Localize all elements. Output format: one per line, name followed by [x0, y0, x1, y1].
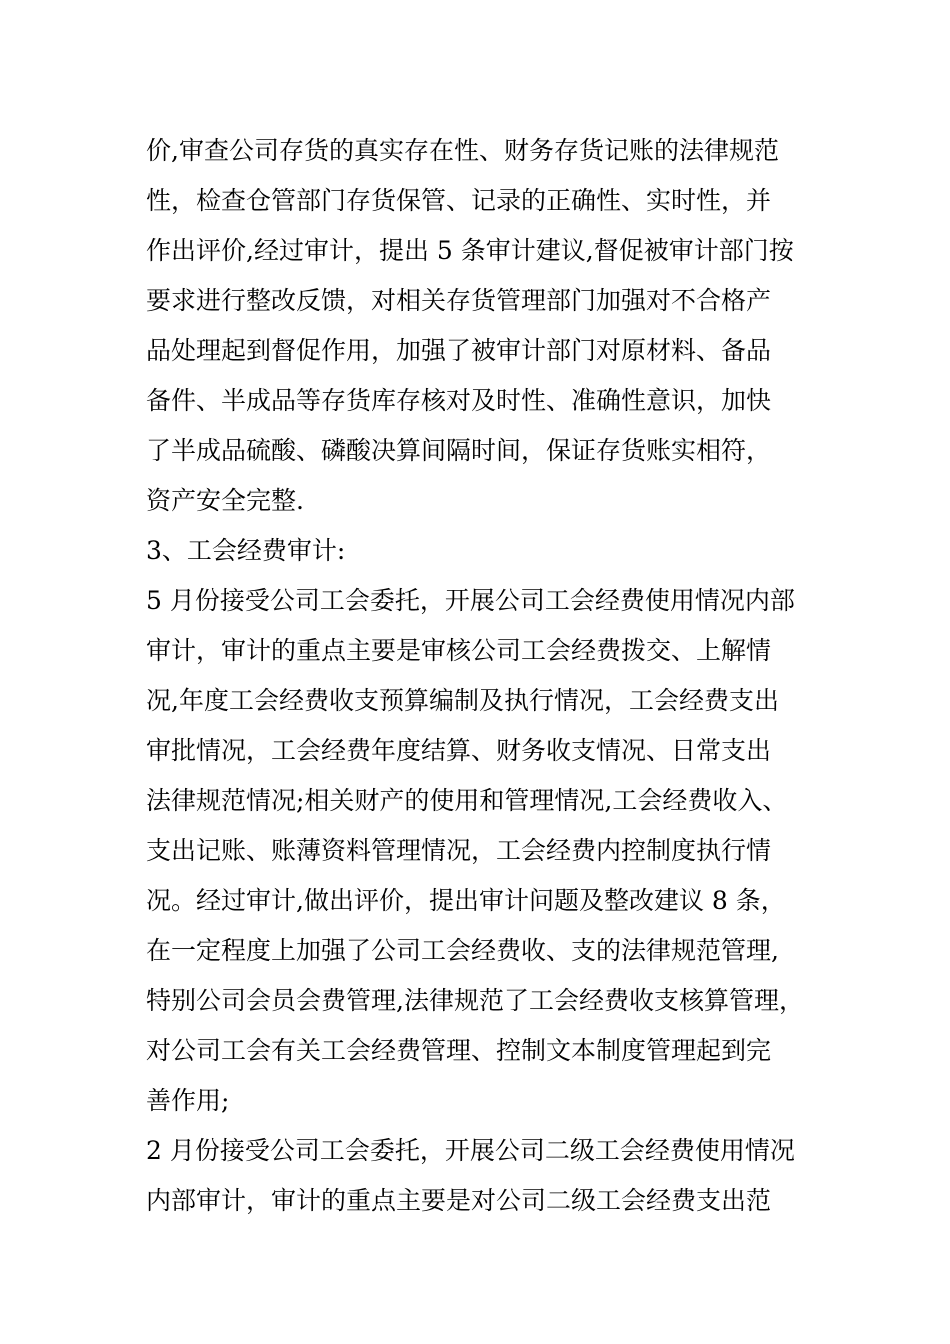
text-line: 特别公司会员会费管理,法律规范了工会经费收支核算管理，	[146, 986, 804, 1015]
text-line: 了半成品硫酸、磷酸决算间隔时间，保证存货账实相符，	[146, 436, 772, 465]
section-heading: 3、工会经费审计:	[146, 536, 346, 565]
text-line: 审批情况，工会经费年度结算、财务收支情况、日常支出	[146, 736, 772, 765]
text-line: 况,年度工会经费收支预算编制及执行情况，工会经费支出	[146, 686, 779, 715]
text-line: 备件、半成品等存货库存核对及时性、准确性意识，加快	[146, 386, 772, 415]
text-line: 善作用;	[146, 1086, 230, 1115]
text-line: 内部审计，审计的重点主要是对公司二级工会经费支出范	[146, 1186, 772, 1215]
text-line: 价,审查公司存货的真实存在性、财务存货记账的法律规范	[146, 136, 779, 165]
text-line: 支出记账、账薄资料管理情况，工会经费内控制度执行情	[146, 836, 772, 865]
text-line: 品处理起到督促作用，加强了被审计部门对原材料、备品	[146, 336, 772, 365]
text-line: 在一定程度上加强了公司工会经费收、支的法律规范管理,	[146, 936, 779, 965]
body-text	[146, 126, 810, 1226]
text-line: 审计，审计的重点主要是审核公司工会经费拨交、上解情	[146, 636, 772, 665]
text-line: 要求进行整改反馈，对相关存货管理部门加强对不合格产	[146, 286, 772, 315]
text-line: 法律规范情况;相关财产的使用和管理情况,工会经费收入、	[146, 786, 788, 815]
text-line: 5 月份接受公司工会委托，开展公司工会经费使用情况内部	[146, 586, 795, 615]
text-line: 资产安全完整.	[146, 486, 304, 515]
text-line: 况。经过审计,做出评价，提出审计问题及整改建议 8 条，	[146, 886, 786, 915]
text-line: 作出评价,经过审计，提出 5 条审计建议,督促被审计部门按	[146, 236, 794, 265]
text-line: 对公司工会有关工会经费管理、控制文本制度管理起到完	[146, 1036, 772, 1065]
text-line: 性，检查仓管部门存货保管、记录的正确性、实时性，并	[146, 186, 772, 215]
text-line: 2 月份接受公司工会委托，开展公司二级工会经费使用情况	[146, 1136, 795, 1165]
